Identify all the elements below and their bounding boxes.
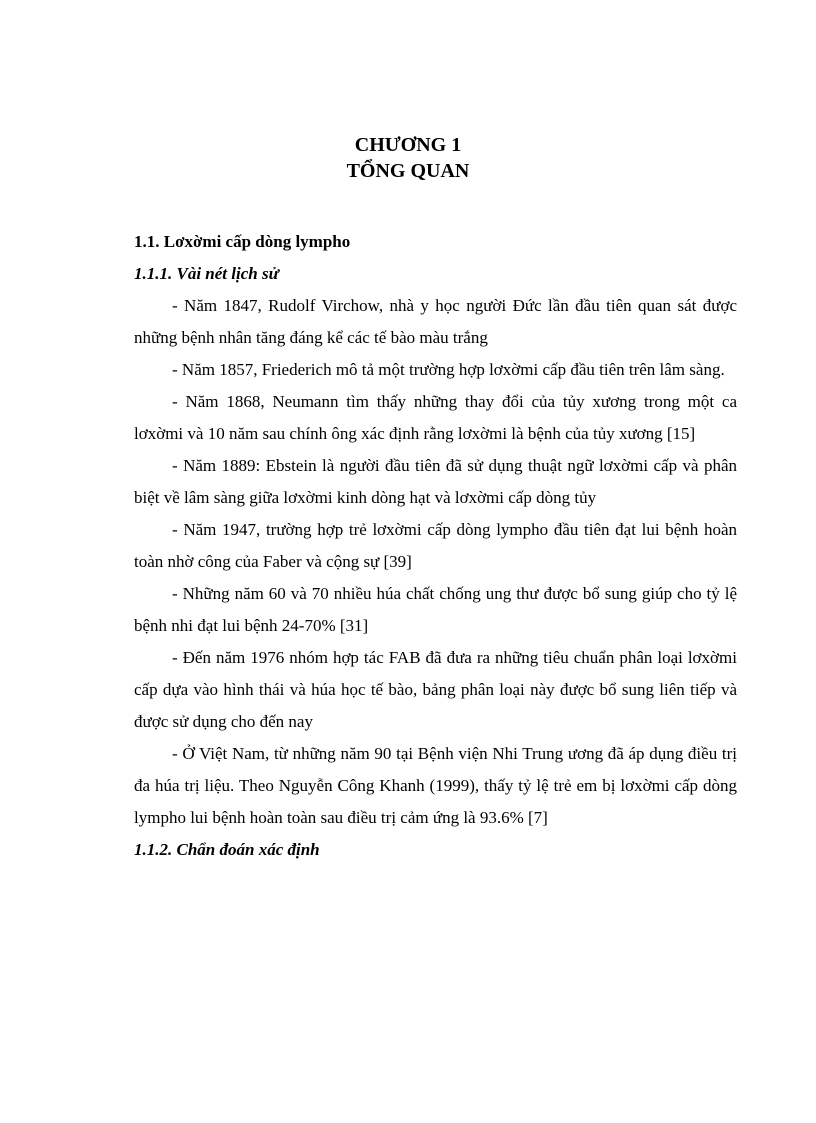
history-paragraph: - Năm 1857, Friederich mô tả một trường hợp lơxờmi cấp đầu tiên trên lâm sàng. bbox=[172, 360, 725, 379]
history-paragraph: - Ở Việt Nam, từ những năm 90 tại Bệnh viện Nhi Trung ương đã áp dụng điều trị đa húa trị liệu. Theo Nguyễn Công Khanh (1999), thấy tỷ lệ trẻ em bị lơxờmi cấp dòng lympho lui bệnh hoàn toàn sau điều trị cảm ứng là 93.6% [7] bbox=[134, 744, 737, 827]
history-paragraph: - Năm 1847, Rudolf Virchow, nhà y học người Đức lần đầu tiên quan sát được những bệnh nhân tăng đáng kể các tế bào màu trắng bbox=[134, 296, 737, 347]
history-paragraph: - Những năm 60 và 70 nhiều húa chất chống ung thư được bổ sung giúp cho tỷ lệ bệnh nhi đạt lui bệnh 24-70% [31] bbox=[134, 584, 737, 635]
section-heading: 1.1. Lơxờmi cấp dòng lympho bbox=[134, 232, 351, 251]
history-paragraph: - Năm 1947, trường hợp trẻ lơxờmi cấp dòng lympho đầu tiên đạt lui bệnh hoàn toàn nhờ công của Faber và cộng sự [39] bbox=[134, 520, 737, 571]
chapter-header bbox=[0, 132, 816, 184]
history-paragraph: - Năm 1868, Neumann tìm thấy những thay đổi của tủy xương trong một ca lơxờmi và 10 năm sau chính ông xác định rằng lơxờmi là bệnh của tủy xương [15] bbox=[134, 392, 737, 443]
subsection-heading-history: 1.1.1. Vài nét lịch sử bbox=[134, 264, 279, 283]
chapter-number: CHƯƠNG 1 bbox=[354, 134, 462, 156]
history-paragraph: - Năm 1889: Ebstein là người đầu tiên đã sử dụng thuật ngữ lơxờmi cấp và phân biệt về lâm sàng giữa lơxờmi kinh dòng hạt và lơxờmi cấp dòng tủy bbox=[134, 456, 737, 507]
history-paragraph: - Đến năm 1976 nhóm hợp tác FAB đã đưa ra những tiêu chuẩn phân loại lơxờmi cấp dựa vào hình thái và húa học tế bào, bảng phân loại này được bổ sung liên tiếp và được sử dụng cho đến nay bbox=[134, 648, 737, 731]
subsection-heading-diagnosis: 1.1.2. Chẩn đoán xác định bbox=[134, 840, 320, 859]
document-body bbox=[134, 226, 737, 866]
chapter-title: TỔNG QUAN bbox=[346, 160, 470, 182]
